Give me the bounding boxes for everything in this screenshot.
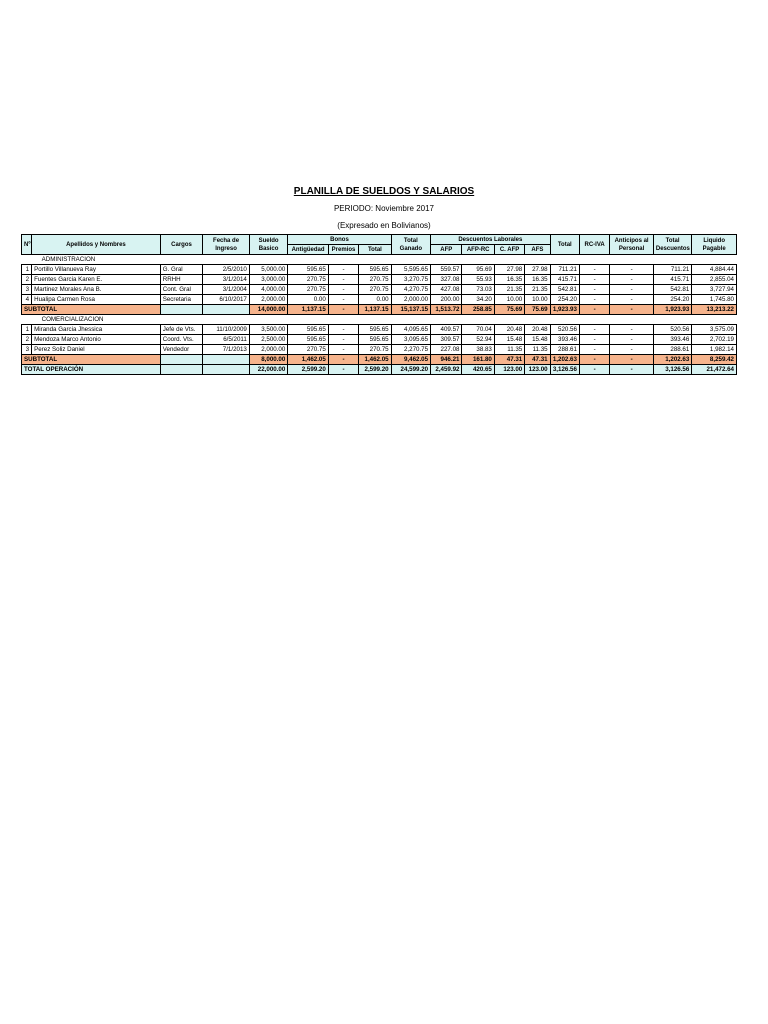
cell-bonos-total: 0.00 — [359, 295, 391, 305]
cell-desc-total: 520.56 — [550, 325, 579, 335]
subtotal-row-afp: 946.21 — [431, 355, 462, 365]
subtotal-row-total-ganado: 15,137.15 — [391, 305, 430, 315]
cell-desc-total: 711.21 — [550, 265, 579, 275]
cell-antiguedad: 270.75 — [288, 285, 329, 295]
currency-note: (Expresado en Bolivianos) — [337, 221, 431, 230]
cell-sueldo: 3,000.00 — [249, 275, 287, 285]
cell-anticipos: - — [610, 295, 654, 305]
cell-rc-iva: - — [579, 345, 609, 355]
subtotal-row-liquido: 8,259.42 — [692, 355, 737, 365]
cell-rc-iva: - — [579, 285, 609, 295]
cell-liquido: 2,702.19 — [692, 335, 737, 345]
cell-cargo: RRHH — [160, 275, 203, 285]
cell-c-afp: 20.48 — [494, 325, 524, 335]
subtotal-row-fecha — [203, 305, 250, 315]
header-total-ganado: Total Ganado — [391, 235, 430, 255]
cell-fecha: 11/10/2009 — [203, 325, 250, 335]
cell-premios: - — [328, 265, 358, 275]
table-row — [22, 295, 737, 305]
subtotal-row-label: SUBTOTAL — [22, 305, 161, 315]
total-row-total-ganado: 24,599.20 — [391, 365, 430, 375]
cell-total-descuentos: 254.20 — [653, 295, 691, 305]
cell-afp: 327.08 — [431, 275, 462, 285]
cell-premios: - — [328, 275, 358, 285]
subtotal-row-bonos-total: 1,137.15 — [359, 305, 391, 315]
cell-desc-total: 542.81 — [550, 285, 579, 295]
title-text: PLANILLA DE SUELDOS Y SALARIOS — [293, 186, 475, 197]
subtotal-row-afp-rc: 161.80 — [462, 355, 494, 365]
cell-liquido: 1,982.14 — [692, 345, 737, 355]
cell-sueldo: 2,500.00 — [249, 335, 287, 345]
cell-c-afp: 21.35 — [494, 285, 524, 295]
header-desc-total: Total — [550, 235, 579, 255]
total-row-premios: - — [328, 365, 358, 375]
cell-cargo: Vendedor — [160, 345, 203, 355]
cell-anticipos: - — [610, 285, 654, 295]
cell-bonos-total: 595.65 — [359, 335, 391, 345]
header-antiguedad: Antigüedad — [288, 245, 329, 255]
cell-afp: 409.57 — [431, 325, 462, 335]
cell-num: 2 — [22, 275, 32, 285]
cell-total-ganado: 3,270.75 — [391, 275, 430, 285]
cell-antiguedad: 595.65 — [288, 325, 329, 335]
cell-liquido: 3,575.09 — [692, 325, 737, 335]
section-name: ADMINISTRACION — [32, 255, 737, 265]
header-rc-iva: RC-IVA — [579, 235, 609, 255]
total-row — [22, 365, 737, 375]
total-row-c-afp: 123.00 — [494, 365, 524, 375]
header-num: Nº — [22, 235, 32, 255]
subtotal-row-bonos-total: 1,462.05 — [359, 355, 391, 365]
header-descuentos: Descuentos Laborales — [431, 235, 551, 245]
cell-total-ganado: 2,000.00 — [391, 295, 430, 305]
cell-nombre: Fuentes Garcia Karen E. — [32, 275, 161, 285]
total-row-total-descuentos: 3,126.56 — [653, 365, 691, 375]
cell-afp-rc: 52.94 — [462, 335, 494, 345]
cell-c-afp: 16.35 — [494, 275, 524, 285]
cell-desc-total: 415.71 — [550, 275, 579, 285]
cell-anticipos: - — [610, 325, 654, 335]
cell-cargo: Jefe de Vts. — [160, 325, 203, 335]
cell-cargo: Coord. Vts. — [160, 335, 203, 345]
cell-afp-rc: 70.04 — [462, 325, 494, 335]
cell-rc-iva: - — [579, 275, 609, 285]
total-row-liquido: 21,472.64 — [692, 365, 737, 375]
cell-c-afp: 15.48 — [494, 335, 524, 345]
cell-desc-total: 393.46 — [550, 335, 579, 345]
cell-num: 4 — [22, 295, 32, 305]
cell-bonos-total: 270.75 — [359, 275, 391, 285]
cell-total-descuentos: 542.81 — [653, 285, 691, 295]
cell-afs: 11.35 — [525, 345, 550, 355]
subtotal-row-c-afp: 47.31 — [494, 355, 524, 365]
header-afs: AFS — [525, 245, 550, 255]
total-row-antiguedad: 2,599.20 — [288, 365, 329, 375]
table-row — [22, 325, 737, 335]
total-row-afp: 2,459.92 — [431, 365, 462, 375]
cell-rc-iva: - — [579, 325, 609, 335]
cell-afp-rc: 34.20 — [462, 295, 494, 305]
cell-rc-iva: - — [579, 265, 609, 275]
cell-afs: 15.48 — [525, 335, 550, 345]
cell-sueldo: 4,000.00 — [249, 285, 287, 295]
subtotal-row-afp-rc: 258.85 — [462, 305, 494, 315]
cell-rc-iva: - — [579, 295, 609, 305]
cell-fecha: 7/1/2013 — [203, 345, 250, 355]
subtotal-row — [22, 355, 737, 365]
subtotal-row — [22, 305, 737, 315]
header-c-afp: C. AFP — [494, 245, 524, 255]
total-row-label: TOTAL OPERACIÓN — [22, 365, 161, 375]
header-bonos: Bonos — [288, 235, 391, 245]
cell-afs: 16.35 — [525, 275, 550, 285]
cell-afs: 27.98 — [525, 265, 550, 275]
cell-bonos-total: 595.65 — [359, 325, 391, 335]
period-label: PERIODO: Noviembre 2017 — [333, 204, 435, 213]
cell-nombre: Perez Soliz Daniel — [32, 345, 161, 355]
cell-c-afp: 10.00 — [494, 295, 524, 305]
total-row-cargo — [160, 365, 203, 375]
cell-sueldo: 5,000.00 — [249, 265, 287, 275]
subtotal-row-sueldo: 14,000.00 — [249, 305, 287, 315]
table-row — [22, 285, 737, 295]
cell-premios: - — [328, 325, 358, 335]
cell-liquido: 4,884.44 — [692, 265, 737, 275]
header-cargos: Cargos — [160, 235, 203, 255]
header-afp-rc: AFP-RC — [462, 245, 494, 255]
subtotal-row-anticipos: - — [610, 355, 654, 365]
section-header — [22, 315, 737, 325]
cell-nombre: Hualipa Carmen Rosa — [32, 295, 161, 305]
total-row-bonos-total: 2,599.20 — [359, 365, 391, 375]
cell-total-descuentos: 288.61 — [653, 345, 691, 355]
header-nombres: Apellidos y Nombres — [32, 235, 161, 255]
subtotal-row-premios: - — [328, 305, 358, 315]
cell-antiguedad: 595.65 — [288, 265, 329, 275]
cell-num: 1 — [22, 325, 32, 335]
payroll-table — [21, 234, 737, 375]
subtotal-row-antiguedad: 1,137.15 — [288, 305, 329, 315]
cell-afp-rc: 95.69 — [462, 265, 494, 275]
section-name: COMERCIALIZACION — [32, 315, 737, 325]
cell-bonos-total: 270.75 — [359, 285, 391, 295]
header-liquido: Liquido Pagable — [692, 235, 737, 255]
cell-antiguedad: 270.75 — [288, 345, 329, 355]
cell-cargo: G. Gral — [160, 265, 203, 275]
cell-nombre: Martinez Morales Ana B. — [32, 285, 161, 295]
subtotal-row-afp: 1,513.72 — [431, 305, 462, 315]
cell-premios: - — [328, 295, 358, 305]
header-premios: Premios — [328, 245, 358, 255]
total-row-sueldo: 22,000.00 — [249, 365, 287, 375]
cell-afp-rc: 38.83 — [462, 345, 494, 355]
cell-antiguedad: 0.00 — [288, 295, 329, 305]
cell-nombre: Mendoza Marco Antonio — [32, 335, 161, 345]
cell-c-afp: 27.98 — [494, 265, 524, 275]
table-body — [22, 255, 737, 375]
subtotal-row-total-descuentos: 1,923.93 — [653, 305, 691, 315]
cell-liquido: 3,727.94 — [692, 285, 737, 295]
cell-afp: 309.57 — [431, 335, 462, 345]
cell-afp: 427.08 — [431, 285, 462, 295]
header-fecha: Fecha de Ingreso — [203, 235, 250, 255]
total-row-rc-iva: - — [579, 365, 609, 375]
cell-sueldo: 3,500.00 — [249, 325, 287, 335]
cell-cargo: Secretaria — [160, 295, 203, 305]
cell-num: 3 — [22, 285, 32, 295]
subtotal-row-afs: 47.31 — [525, 355, 550, 365]
total-row-anticipos: - — [610, 365, 654, 375]
cell-desc-total: 254.20 — [550, 295, 579, 305]
table-row — [22, 335, 737, 345]
cell-total-descuentos: 520.56 — [653, 325, 691, 335]
header-afp: AFP — [431, 245, 462, 255]
header-bonos-total: Total — [359, 245, 391, 255]
cell-total-ganado: 3,095.65 — [391, 335, 430, 345]
cell-afp-rc: 73.03 — [462, 285, 494, 295]
cell-premios: - — [328, 285, 358, 295]
cell-c-afp: 11.35 — [494, 345, 524, 355]
subtotal-row-c-afp: 75.69 — [494, 305, 524, 315]
cell-anticipos: - — [610, 275, 654, 285]
cell-afp-rc: 55.93 — [462, 275, 494, 285]
cell-premios: - — [328, 345, 358, 355]
subtotal-row-cargo — [160, 305, 203, 315]
subtotal-row-total-descuentos: 1,202.63 — [653, 355, 691, 365]
subtotal-row-cargo — [160, 355, 203, 365]
subtotal-row-sueldo: 8,000.00 — [249, 355, 287, 365]
subtotal-row-antiguedad: 1,462.05 — [288, 355, 329, 365]
total-row-afp-rc: 420.65 — [462, 365, 494, 375]
cell-total-ganado: 4,095.65 — [391, 325, 430, 335]
cell-total-descuentos: 393.46 — [653, 335, 691, 345]
cell-afp: 200.00 — [431, 295, 462, 305]
cell-fecha: 2/5/2010 — [203, 265, 250, 275]
section-header — [22, 255, 737, 265]
cell-num: 3 — [22, 345, 32, 355]
cell-total-descuentos: 415.71 — [653, 275, 691, 285]
subtotal-row-afs: 75.69 — [525, 305, 550, 315]
cell-bonos-total: 270.75 — [359, 345, 391, 355]
total-row-afs: 123.00 — [525, 365, 550, 375]
subtotal-row-rc-iva: - — [579, 355, 609, 365]
subtotal-row-desc-total: 1,202.63 — [550, 355, 579, 365]
subtotal-row-label: SUBTOTAL — [22, 355, 161, 365]
cell-afp: 227.08 — [431, 345, 462, 355]
cell-sueldo: 2,000.00 — [249, 295, 287, 305]
total-row-fecha — [203, 365, 250, 375]
cell-fecha: 6/10/2017 — [203, 295, 250, 305]
cell-afs: 20.48 — [525, 325, 550, 335]
cell-liquido: 2,855.04 — [692, 275, 737, 285]
cell-afs: 10.00 — [525, 295, 550, 305]
table-row — [22, 345, 737, 355]
section-spacer — [22, 315, 32, 325]
cell-nombre: Portillo Villanueva Ray — [32, 265, 161, 275]
cell-fecha: 3/1/2004 — [203, 285, 250, 295]
cell-num: 1 — [22, 265, 32, 275]
subtotal-row-fecha — [203, 355, 250, 365]
cell-fecha: 3/1/2014 — [203, 275, 250, 285]
cell-desc-total: 288.61 — [550, 345, 579, 355]
subtotal-row-premios: - — [328, 355, 358, 365]
table-row — [22, 275, 737, 285]
cell-cargo: Cont. Gral — [160, 285, 203, 295]
cell-premios: - — [328, 335, 358, 345]
cell-bonos-total: 595.65 — [359, 265, 391, 275]
table-row — [22, 265, 737, 275]
subtotal-row-liquido: 13,213.22 — [692, 305, 737, 315]
cell-afp: 559.57 — [431, 265, 462, 275]
section-spacer — [22, 255, 32, 265]
subtotal-row-total-ganado: 9,462.05 — [391, 355, 430, 365]
cell-afs: 21.35 — [525, 285, 550, 295]
cell-rc-iva: - — [579, 335, 609, 345]
cell-nombre: Miranda Garcia Jhessica — [32, 325, 161, 335]
cell-num: 2 — [22, 335, 32, 345]
cell-antiguedad: 270.75 — [288, 275, 329, 285]
page-title — [0, 186, 768, 197]
cell-anticipos: - — [610, 345, 654, 355]
cell-antiguedad: 595.65 — [288, 335, 329, 345]
subtotal-row-rc-iva: - — [579, 305, 609, 315]
cell-total-ganado: 4,270.75 — [391, 285, 430, 295]
cell-total-ganado: 2,270.75 — [391, 345, 430, 355]
header-anticipos: Anticipos al Personal — [610, 235, 654, 255]
subtotal-row-anticipos: - — [610, 305, 654, 315]
cell-total-ganado: 5,595.65 — [391, 265, 430, 275]
cell-fecha: 6/5/2011 — [203, 335, 250, 345]
header-total-descuentos: Total Descuentos — [653, 235, 691, 255]
header-sueldo: Sueldo Basico — [249, 235, 287, 255]
cell-liquido: 1,745.80 — [692, 295, 737, 305]
cell-total-descuentos: 711.21 — [653, 265, 691, 275]
cell-sueldo: 2,000.00 — [249, 345, 287, 355]
subtotal-row-desc-total: 1,923.93 — [550, 305, 579, 315]
cell-anticipos: - — [610, 335, 654, 345]
total-row-desc-total: 3,126.56 — [550, 365, 579, 375]
cell-anticipos: - — [610, 265, 654, 275]
